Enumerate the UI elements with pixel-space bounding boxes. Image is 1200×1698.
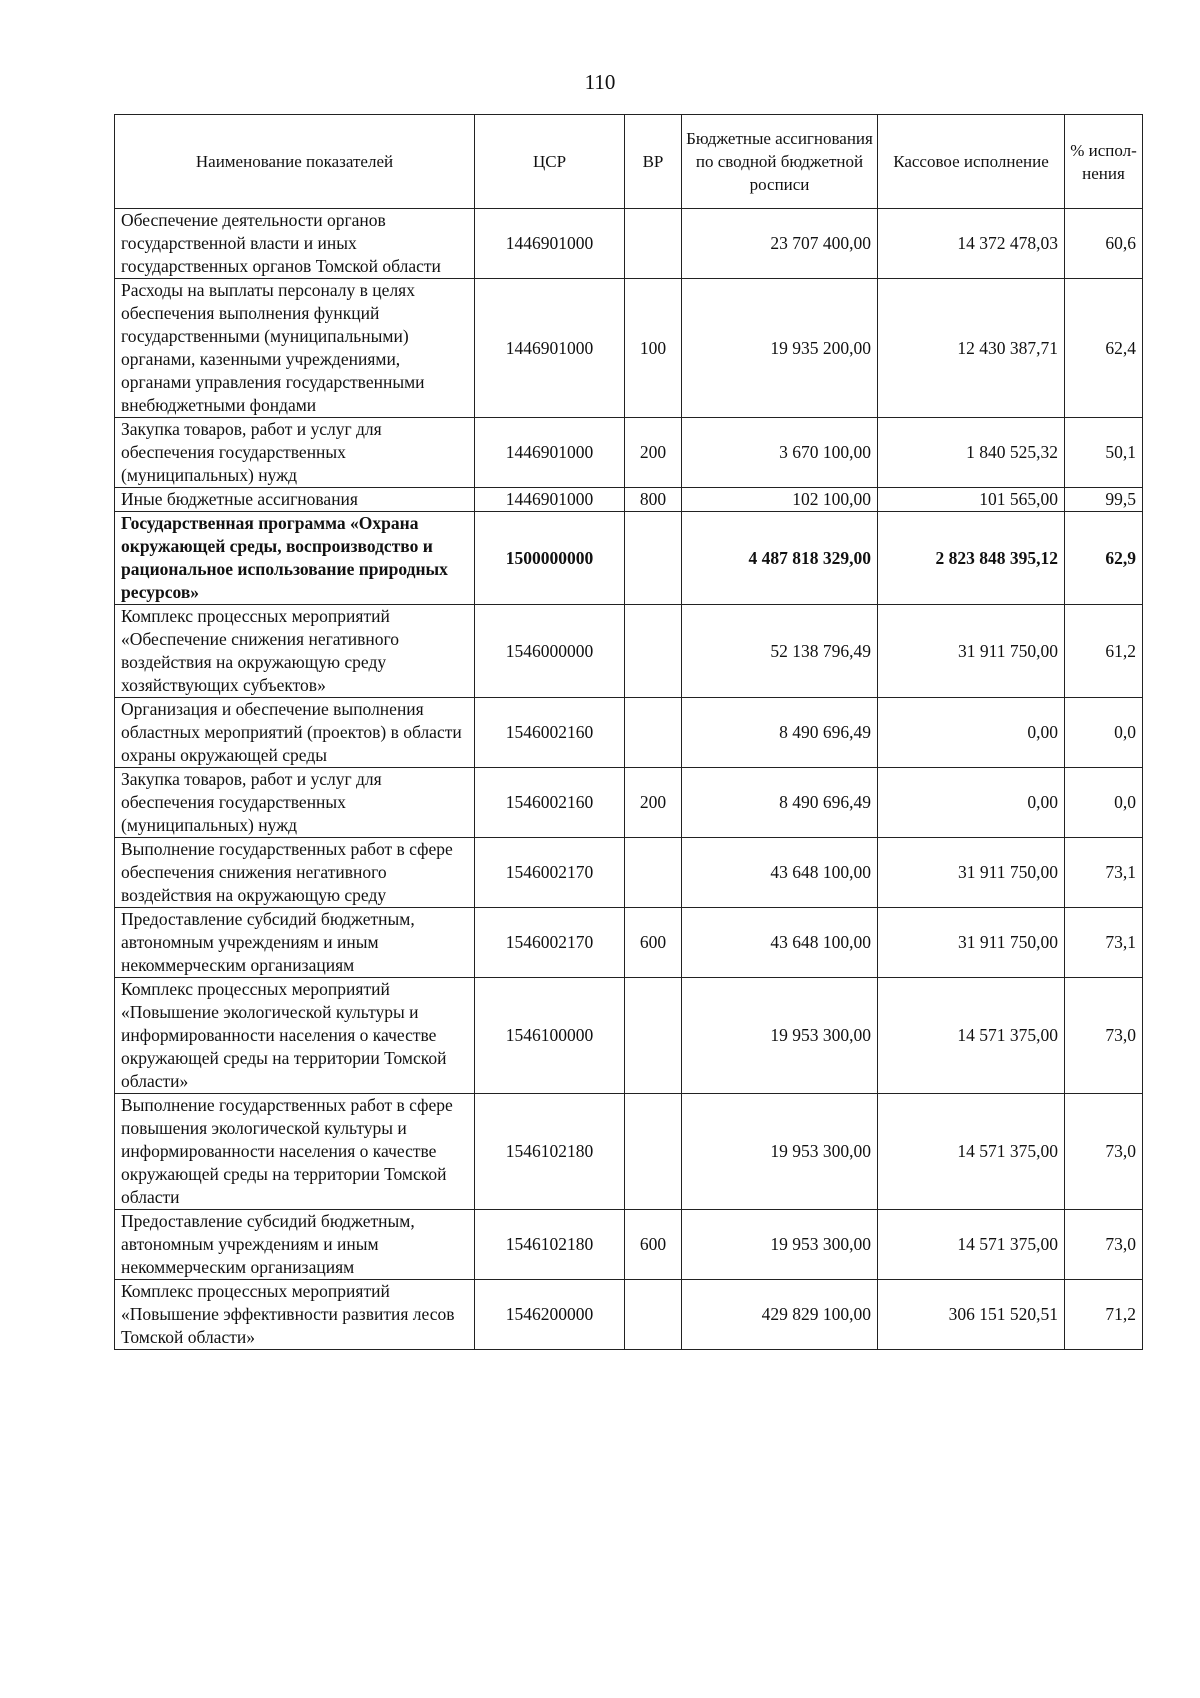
cell-csr: 1546100000	[475, 978, 625, 1094]
table-row	[115, 209, 1143, 279]
cell-name: Предоставление субсидий бюджетным, автономным учреждениям и иным некоммерческим организациям	[115, 908, 475, 978]
cell-budget: 19 953 300,00	[682, 978, 878, 1094]
cell-vr	[625, 698, 682, 768]
cell-pct: 73,0	[1065, 978, 1143, 1094]
cell-budget: 429 829 100,00	[682, 1280, 878, 1350]
cell-vr: 600	[625, 908, 682, 978]
cell-vr	[625, 1280, 682, 1350]
table-row	[115, 1094, 1143, 1210]
cell-cash: 14 372 478,03	[878, 209, 1065, 279]
cell-pct: 0,0	[1065, 698, 1143, 768]
table-row	[115, 908, 1143, 978]
cell-budget: 102 100,00	[682, 488, 878, 512]
header-vr: ВР	[625, 115, 682, 209]
table-row	[115, 768, 1143, 838]
cell-pct: 73,0	[1065, 1094, 1143, 1210]
cell-pct: 62,4	[1065, 279, 1143, 418]
cell-vr	[625, 512, 682, 605]
cell-csr: 1546002160	[475, 768, 625, 838]
cell-budget: 4 487 818 329,00	[682, 512, 878, 605]
cell-vr: 600	[625, 1210, 682, 1280]
cell-name: Иные бюджетные ассигнования	[115, 488, 475, 512]
budget-execution-table	[114, 114, 1143, 1350]
cell-cash: 2 823 848 395,12	[878, 512, 1065, 605]
cell-name: Выполнение государственных работ в сфере повышения экологической культуры и информированности населения о качестве окружающей среды на территории Томской области	[115, 1094, 475, 1210]
table-row	[115, 1280, 1143, 1350]
table-row	[115, 978, 1143, 1094]
cell-pct: 73,0	[1065, 1210, 1143, 1280]
cell-name: Организация и обеспечение выполнения областных мероприятий (проектов) в области охраны окружающей среды	[115, 698, 475, 768]
cell-name: Предоставление субсидий бюджетным, автономным учреждениям и иным некоммерческим организациям	[115, 1210, 475, 1280]
cell-name: Обеспечение деятельности органов государственной власти и иных государственных органов Томской области	[115, 209, 475, 279]
cell-cash: 306 151 520,51	[878, 1280, 1065, 1350]
cell-csr: 1546200000	[475, 1280, 625, 1350]
cell-cash: 14 571 375,00	[878, 1210, 1065, 1280]
cell-csr: 1546102180	[475, 1094, 625, 1210]
cell-cash: 31 911 750,00	[878, 908, 1065, 978]
table-body	[115, 209, 1143, 1350]
cell-pct: 71,2	[1065, 1280, 1143, 1350]
cell-cash: 101 565,00	[878, 488, 1065, 512]
cell-pct: 61,2	[1065, 605, 1143, 698]
cell-csr: 1546002170	[475, 838, 625, 908]
table-row	[115, 838, 1143, 908]
header-budget: Бюджетные ассигнования по сводной бюджетной росписи	[682, 115, 878, 209]
header-name: Наименование показателей	[115, 115, 475, 209]
cell-vr: 200	[625, 418, 682, 488]
cell-pct: 0,0	[1065, 768, 1143, 838]
cell-budget: 43 648 100,00	[682, 838, 878, 908]
table-row	[115, 279, 1143, 418]
cell-name: Закупка товаров, работ и услуг для обеспечения государственных (муниципальных) нужд	[115, 768, 475, 838]
cell-vr	[625, 605, 682, 698]
cell-pct: 99,5	[1065, 488, 1143, 512]
cell-budget: 23 707 400,00	[682, 209, 878, 279]
cell-csr: 1546102180	[475, 1210, 625, 1280]
header-pct: % испол-нения	[1065, 115, 1143, 209]
cell-csr: 1446901000	[475, 209, 625, 279]
table-row	[115, 605, 1143, 698]
cell-cash: 0,00	[878, 768, 1065, 838]
cell-cash: 1 840 525,32	[878, 418, 1065, 488]
cell-csr: 1446901000	[475, 279, 625, 418]
cell-cash: 14 571 375,00	[878, 978, 1065, 1094]
cell-pct: 60,6	[1065, 209, 1143, 279]
cell-cash: 31 911 750,00	[878, 605, 1065, 698]
cell-csr: 1446901000	[475, 488, 625, 512]
cell-csr: 1546000000	[475, 605, 625, 698]
table-row	[115, 698, 1143, 768]
header-csr: ЦСР	[475, 115, 625, 209]
cell-cash: 14 571 375,00	[878, 1094, 1065, 1210]
table-header	[115, 115, 1143, 209]
cell-vr: 800	[625, 488, 682, 512]
cell-name: Государственная программа «Охрана окружающей среды, воспроизводство и рациональное использование природных ресурсов»	[115, 512, 475, 605]
cell-pct: 73,1	[1065, 838, 1143, 908]
cell-budget: 52 138 796,49	[682, 605, 878, 698]
cell-budget: 43 648 100,00	[682, 908, 878, 978]
cell-budget: 8 490 696,49	[682, 768, 878, 838]
cell-csr: 1546002170	[475, 908, 625, 978]
cell-cash: 0,00	[878, 698, 1065, 768]
cell-pct: 73,1	[1065, 908, 1143, 978]
cell-csr: 1500000000	[475, 512, 625, 605]
cell-vr	[625, 209, 682, 279]
cell-vr: 100	[625, 279, 682, 418]
cell-name: Комплекс процессных мероприятий «Обеспечение снижения негативного воздействия на окружающую среду хозяйствующих субъектов»	[115, 605, 475, 698]
table-row	[115, 512, 1143, 605]
cell-budget: 19 953 300,00	[682, 1094, 878, 1210]
table-row	[115, 418, 1143, 488]
cell-name: Закупка товаров, работ и услуг для обеспечения государственных (муниципальных) нужд	[115, 418, 475, 488]
cell-name: Комплекс процессных мероприятий «Повышение экологической культуры и информированности населения о качестве окружающей среды на территории Томской области»	[115, 978, 475, 1094]
cell-vr	[625, 838, 682, 908]
cell-pct: 50,1	[1065, 418, 1143, 488]
cell-vr	[625, 978, 682, 1094]
header-cash: Кассовое исполнение	[878, 115, 1065, 209]
cell-budget: 19 953 300,00	[682, 1210, 878, 1280]
cell-name: Комплекс процессных мероприятий «Повышение эффективности развития лесов Томской области»	[115, 1280, 475, 1350]
cell-csr: 1546002160	[475, 698, 625, 768]
cell-vr: 200	[625, 768, 682, 838]
cell-name: Расходы на выплаты персоналу в целях обеспечения выполнения функций государственными (муниципальными) органами, казенными учреждениями, органами управления государственными внебюджетными фондами	[115, 279, 475, 418]
cell-csr: 1446901000	[475, 418, 625, 488]
cell-budget: 8 490 696,49	[682, 698, 878, 768]
cell-vr	[625, 1094, 682, 1210]
cell-name: Выполнение государственных работ в сфере обеспечения снижения негативного воздействия на окружающую среду	[115, 838, 475, 908]
cell-cash: 31 911 750,00	[878, 838, 1065, 908]
cell-cash: 12 430 387,71	[878, 279, 1065, 418]
cell-pct: 62,9	[1065, 512, 1143, 605]
cell-budget: 3 670 100,00	[682, 418, 878, 488]
table-row	[115, 1210, 1143, 1280]
cell-budget: 19 935 200,00	[682, 279, 878, 418]
page-number: 110	[584, 70, 616, 94]
table-row	[115, 488, 1143, 512]
